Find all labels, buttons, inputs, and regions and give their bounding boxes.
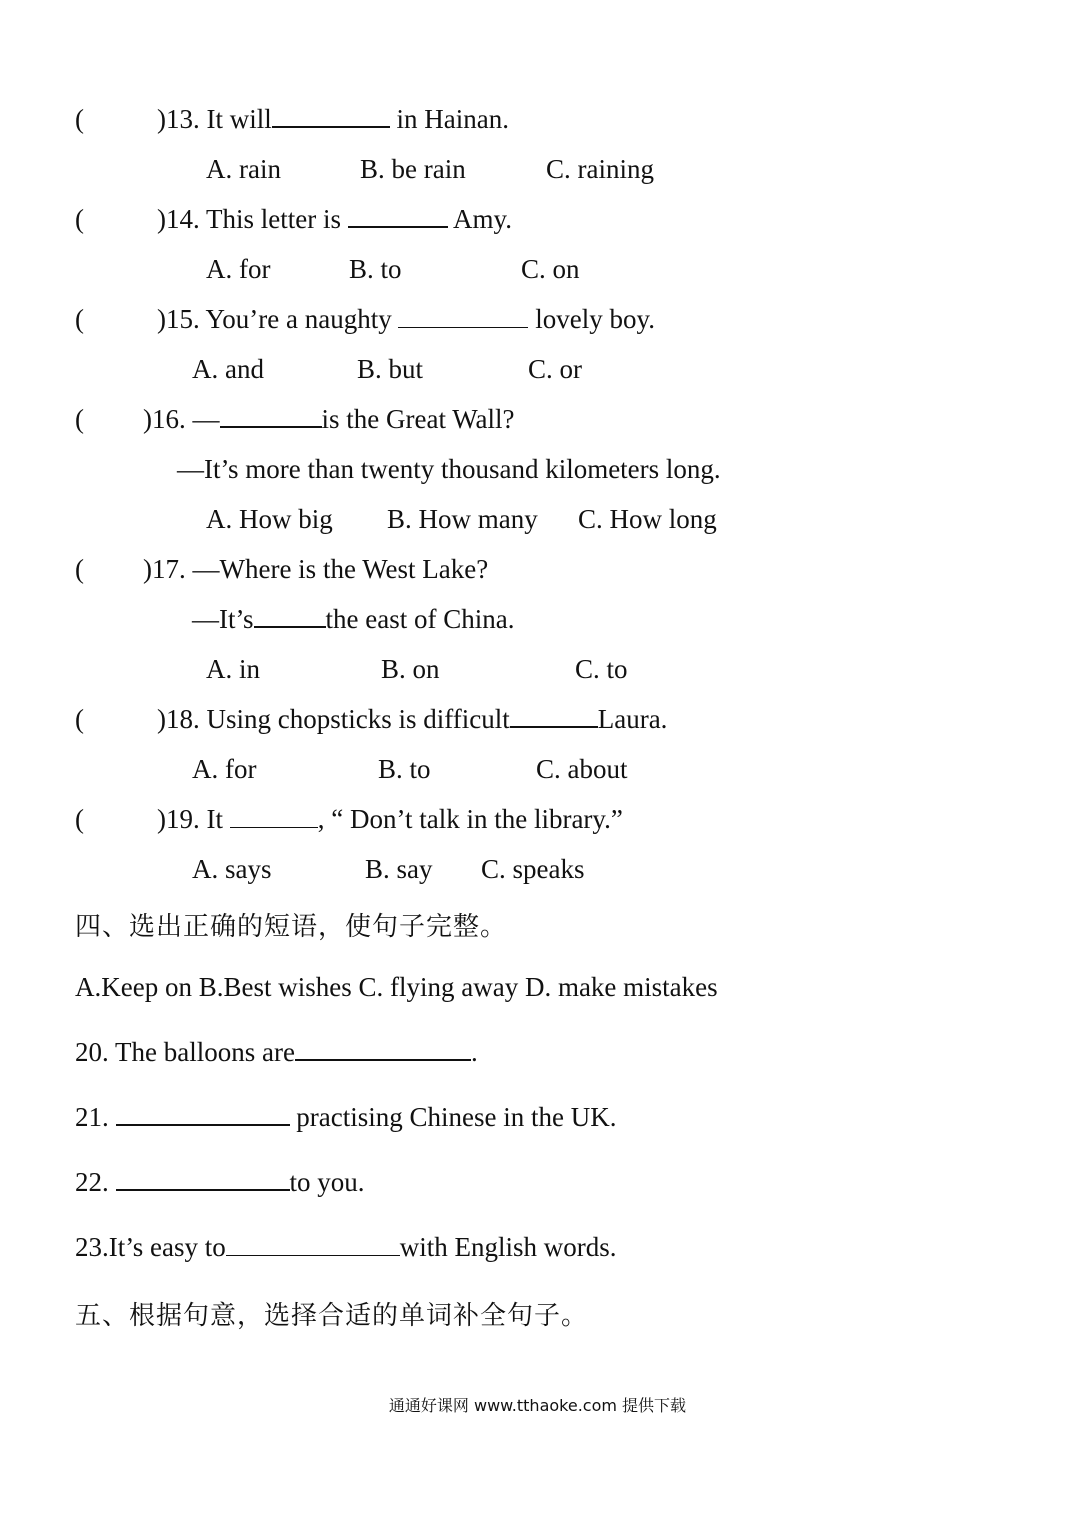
item-23-blank[interactable]: [226, 1254, 400, 1256]
q14-paren: (: [75, 204, 84, 234]
q18-option-a[interactable]: A. for: [192, 754, 257, 784]
item-22-blank[interactable]: [116, 1188, 290, 1191]
item-21: 21. practising Chinese in the UK.: [75, 1102, 617, 1132]
q13-option-c[interactable]: C. raining: [546, 154, 654, 184]
q19-paren: (: [75, 804, 84, 834]
q17-option-b[interactable]: B. on: [381, 654, 440, 684]
q15-stem: )15. You’re a naughty lovely boy.: [157, 304, 655, 334]
q17-reply: —It’s the east of China.: [192, 604, 515, 634]
q17-option-c[interactable]: C. to: [575, 654, 628, 684]
item-21-blank[interactable]: [116, 1123, 290, 1126]
q13-blank[interactable]: [272, 125, 390, 128]
section4-heading: 四、选出正确的短语，使句子完整。: [75, 912, 508, 942]
q16-option-b[interactable]: B. How many: [387, 504, 538, 534]
item-20-blank[interactable]: [295, 1058, 471, 1061]
q16-option-a[interactable]: A. How big: [206, 504, 333, 534]
q19-option-b[interactable]: B. say: [365, 854, 433, 884]
q15-blank[interactable]: [398, 326, 528, 328]
q14-option-c[interactable]: C. on: [521, 254, 580, 284]
section5-heading: 五、根据句意，选择合适的单词补全句子。: [75, 1301, 589, 1331]
q13-option-a[interactable]: A. rain: [206, 154, 281, 184]
q18-stem: )18. Using chopsticks is difficult Laura.: [157, 704, 668, 734]
item-23: 23.It’s easy to with English words.: [75, 1232, 617, 1262]
q15-option-c[interactable]: C. or: [528, 354, 582, 384]
q16-blank[interactable]: [220, 425, 322, 428]
q18-paren: (: [75, 704, 84, 734]
q17-option-a[interactable]: A. in: [206, 654, 260, 684]
footer-text: 通通好课网 www.tthaoke.com 提供下载: [388, 1396, 687, 1415]
q18-option-c[interactable]: C. about: [536, 754, 628, 784]
q14-option-b[interactable]: B. to: [349, 254, 402, 284]
q14-option-a[interactable]: A. for: [206, 254, 271, 284]
q16-paren: (: [75, 404, 84, 434]
q19-blank[interactable]: [230, 826, 318, 828]
q14-stem: )14. This letter is Amy.: [157, 204, 512, 234]
q13-stem: )13. It will in Hainan.: [157, 104, 509, 134]
q16-stem: )16. — is the Great Wall?: [143, 404, 515, 434]
q14-blank[interactable]: [348, 225, 448, 228]
q19-option-c[interactable]: C. speaks: [481, 854, 585, 884]
q19-stem: )19. It , “ Don’t talk in the library.”: [157, 804, 623, 834]
q17-stem: )17. —Where is the West Lake?: [143, 554, 489, 584]
q17-blank[interactable]: [254, 625, 326, 628]
q18-option-b[interactable]: B. to: [378, 754, 431, 784]
q16-reply: —It’s more than twenty thousand kilometers long.: [177, 454, 721, 484]
q15-paren: (: [75, 304, 84, 334]
q18-blank[interactable]: [510, 725, 598, 728]
section4-choices: A.Keep on B.Best wishes C. flying away D. make mistakes: [75, 972, 718, 1002]
q15-option-a[interactable]: A. and: [192, 354, 264, 384]
item-20: 20. The balloons are .: [75, 1037, 478, 1067]
q13-option-b[interactable]: B. be rain: [360, 154, 466, 184]
q15-option-b[interactable]: B. but: [357, 354, 424, 384]
q16-option-c[interactable]: C. How long: [578, 504, 717, 534]
item-22: 22. to you.: [75, 1167, 365, 1197]
q13-paren: (: [75, 104, 84, 134]
q19-option-a[interactable]: A. says: [192, 854, 272, 884]
q17-paren: (: [75, 554, 84, 584]
